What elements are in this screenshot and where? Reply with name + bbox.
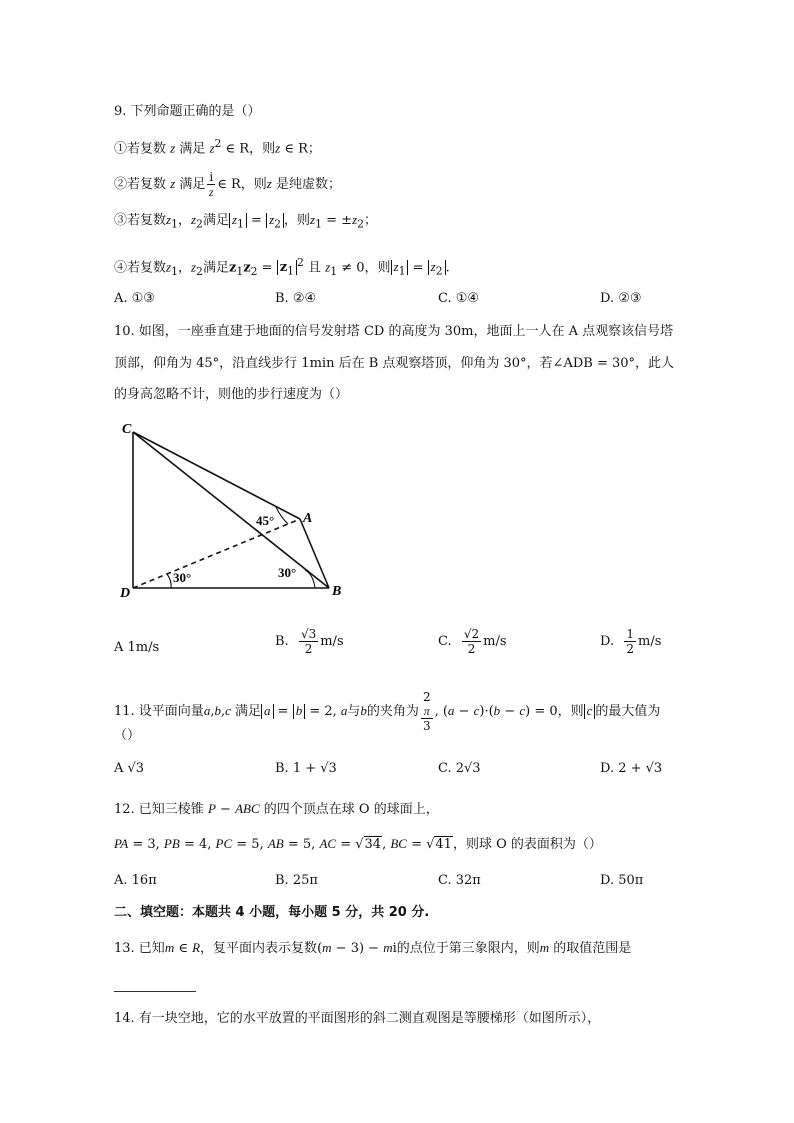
q9-statement-4: ④若复数$z_1$，$z_2$满足$z_1z_2 = z_1^2$ 且 $z_1 \ne 0$，则 $z_1 = z_2$ . xyxy=(114,256,450,278)
section-2-heading: 二、填空题：本题共 4 小题，每小题 5 分，共 20 分. xyxy=(114,905,430,920)
q9-option-c: C. ①④ xyxy=(438,291,480,306)
label-b: B xyxy=(332,584,342,599)
q11-option-d: D. 2 + √3 xyxy=(600,761,663,776)
q12-option-b: B. 25π xyxy=(275,873,318,888)
label-d: D xyxy=(120,586,131,601)
q9-statement-1: ①若复数 z 满足 $z^2$ ∈ R，则z ∈ R； xyxy=(114,137,321,157)
label-c: C xyxy=(122,422,132,437)
q11-option-a: A √3 xyxy=(114,761,145,776)
label-angle-30-b: 30° xyxy=(278,565,297,580)
q10-line-2: 顶部，仰角为 45°，沿直线步行 1min 后在 B 点观察塔顶，仰角为 30°，若∠ADB = 30°，此人 xyxy=(114,356,675,371)
angle-arc-d xyxy=(167,574,171,588)
q11-line-1: 11. 设平面向量a,b,c 满足 a = b = 2, a与b的夹角为 2 π 3 , (a − c)·(b − c) = 0，则 c 的最大值为 xyxy=(114,690,661,733)
line-da-dashed xyxy=(133,519,300,588)
line-cb xyxy=(133,432,329,588)
q11-option-b: B. 1 + √3 xyxy=(275,761,337,776)
q9-option-a: A. ①③ xyxy=(114,291,155,306)
label-a: A xyxy=(303,511,313,526)
q13-answer-blank xyxy=(114,991,196,992)
line-ab xyxy=(300,519,329,588)
q10-option-b: B. $\frac{√3}{2}$ m/s xyxy=(275,627,344,656)
q10-option-d: D. $\frac{1}{2}$ m/s xyxy=(600,627,662,656)
q12-line-1: 12. 已知三棱锥 P − ABC 的四个顶点在球 O 的球面上， xyxy=(114,801,439,817)
q11-line-2: （） xyxy=(114,728,141,743)
q10-figure xyxy=(110,410,360,605)
q12-option-a: A. 16π xyxy=(114,873,157,888)
q14-line-1: 14. 有一块空地，它的水平放置的平面图形的斜二测直观图是等腰梯形（如图所示）， xyxy=(114,1011,601,1026)
q9-statement-3: ③若复数$z_1$，$z_2$满足 $z_1 = z_2$ ，则$z_1 = \pm z_2$； xyxy=(114,212,378,231)
q9-statement-2: ②若复数 z 满足 $\frac{i}{z}$ ∈ R，则z 是纯虚数； xyxy=(114,170,341,199)
q10-option-c: C. $\frac{√2}{2}$ m/s xyxy=(438,627,507,656)
q12-option-c: C. 32π xyxy=(438,873,481,888)
q10-line-1: 10. 如图，一座垂直建于地面的信号发射塔 CD 的高度为 30m，地面上一人在 A 点观察该信号塔 xyxy=(114,324,674,339)
q12-option-d: D. 50π xyxy=(600,873,644,888)
q10-line-3: 的身高忽略不计，则他的步行速度为（） xyxy=(114,387,349,402)
q12-line-2: PA = 3, PB = 4, PC = 5, AB = 5, AC = √34, BC = √41，则球 O 的表面积为（） xyxy=(114,836,602,852)
q9-option-d: D. ②③ xyxy=(600,291,642,306)
q10-option-a: A 1m/s xyxy=(114,640,160,655)
q13-line-1: 13. 已知m ∈ R，复平面内表示复数(m − 3) − mi的点位于第三象限内，则m 的取值范围是 xyxy=(114,940,632,956)
label-angle-45: 45° xyxy=(256,513,275,528)
q9-option-b: B. ②④ xyxy=(275,291,317,306)
line-ca xyxy=(133,432,300,519)
q11-option-c: C. 2√3 xyxy=(438,761,481,776)
label-angle-30-d: 30° xyxy=(173,570,192,585)
q9-stem: 9. 下列命题正确的是（） xyxy=(114,104,261,119)
